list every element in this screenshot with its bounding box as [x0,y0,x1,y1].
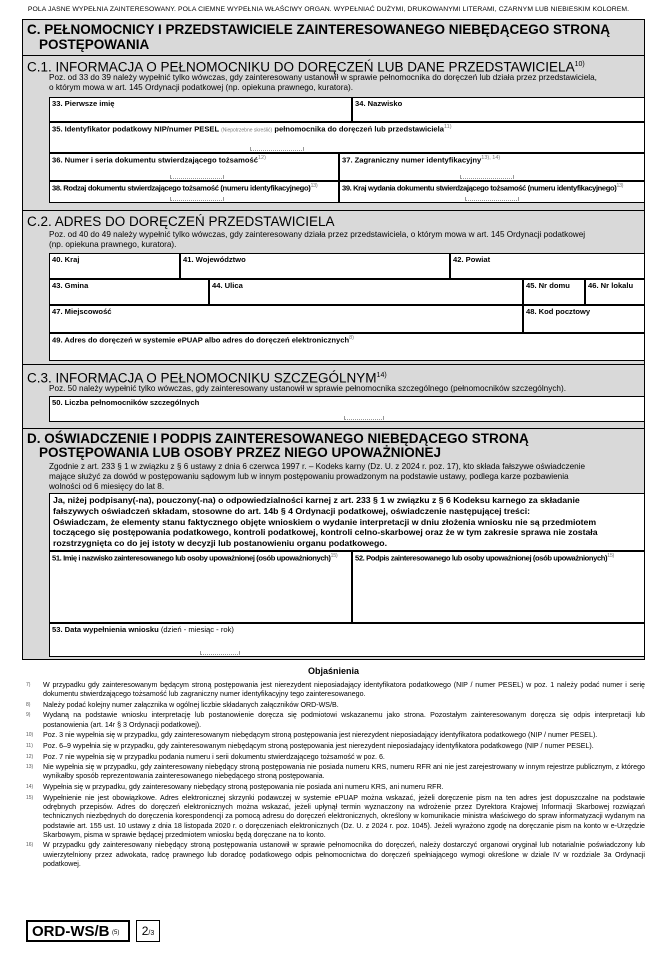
field-52-signature[interactable] [352,551,645,623]
field-48-postal-code[interactable] [523,305,645,333]
field-46-apartment-number[interactable] [585,279,645,305]
section-c2-note-line2: (np. opiekuna prawnego, kuratora). [49,240,177,249]
section-c-title-line1: C. PEŁNOMOCNICY I PRZEDSTAWICIELE ZAINTERESOWANEGO NIEBĘDĄCEGO STRONĄ [27,22,611,37]
section-d-title-line1: D. OŚWIADCZENIE I PODPIS ZAINTERESOWANEGO NIEBĘDĄCEGO STRONĄ [27,431,529,446]
explanation-item [22,753,645,762]
section-c2-title: C.2. ADRES DO DORĘCZEŃ PRZEDSTAWICIELA [27,214,335,229]
explanation-number: 15) [26,794,34,801]
field-47-city[interactable] [49,305,523,333]
field-46-label: 46. Nr lokalu [588,281,634,290]
field-35-tick [250,147,304,151]
explanation-item [22,841,645,869]
field-50-tick [344,416,384,420]
field-44-label: 44. Ulica [212,281,243,290]
explanation-item [22,731,645,740]
declaration-line: Oświadczam, że elementy stanu faktycznego objęte wnioskiem o wydanie interpretacji w dniu złożenia wniosku nie są przedmiotem [53,516,597,527]
explanation-text: W przypadku gdy zainteresowanym będącym stroną postępowania jest nierezydent nieposiadający identyfikatora podatkowego (NIP / numer PESEL) w poz. 1 należy podać numer i serię dokumentu stwierdzającego tożsamość lub zagraniczny numer identyfikacyjny tego zainteresowanego. [43,681,645,699]
form-code: ORD-WS/B [32,923,110,940]
section-d-note-line3: wolności od 6 miesięcy do lat 8. [49,482,165,491]
explanations [22,666,645,871]
section-c1-note-line1: Poz. od 33 do 39 należy wypełnić tylko wówczas, gdy zainteresowany ustanowił w sprawie pełnomocnika do doręczeń lub działa przez przedstawiciela, [49,73,597,82]
field-49-epuap-address[interactable] [49,333,645,361]
explanation-number: 16) [26,842,34,849]
explanation-number: 11) [26,742,33,749]
declaration-line: rozstrzygnięta co do jej istoty w decyzji lub postanowieniu organu podatkowego. [53,538,388,549]
field-49-label: 49. Adres do doręczeń w systemie ePUAP albo adres do doręczeń elektronicznych$^{8)}$ [52,335,354,345]
explanation-text: Należy podać kolejny numer załącznika w ogólnej liczbie składanych załączników ORD-WS/B. [43,700,339,709]
section-d-note-line1: Zgodnie z art. 233 § 1 w związku z § 6 ustawy z dnia 6 czerwca 1997 r. – Kodeks karny (Dz. U. z 2024 r. poz. 17), kto składa fałszywe oświadczenie [49,462,586,471]
explanation-number: 7) [26,682,31,688]
explanation-item [22,763,645,782]
field-38-tick [170,197,224,201]
field-50-special-attorneys-count[interactable] [49,396,645,422]
explanation-text: Wydaną na podstawie wniosku interpretację lub postanowienie doręcza się podmiotowi wskazanemu jako strona. Pozostałym zainteresowanym doręcza się odpis interpretacji lub postanowienia (art. 14r § 3 Ordynacji podatkowej). [43,711,645,729]
field-37-label: 37. Zagraniczny numer identyfikacyjny$^{13), 14)}$ [342,155,501,165]
explanation-text: W przypadku gdy zainteresowany niebędący stroną postępowania ustanowił w sprawie pełnomocnika do doręczeń, należy dostarczyć organowi oryginał lub notarialnie poświadczony lub uwierzytelniony przez adwokata, radcę prawnego lub doradcę podatkowego odpis pełnomocnictwa do doręczeń spełniającego wymogi określone w dziale IV w rozdziale 3a Ordynacji podatkowej. [43,841,645,869]
field-51-name[interactable] [49,551,352,623]
field-34-surname[interactable] [352,97,645,122]
explanation-item [22,783,645,792]
field-53-date[interactable] [49,623,645,657]
field-33-label: 33. Pierwsze imię [52,99,115,108]
field-48-label: 48. Kod pocztowy [526,307,591,316]
explanations-list [22,681,645,869]
divider [23,364,644,365]
page-num: 2 [141,924,149,938]
explanation-item [22,711,645,730]
field-36-document-number[interactable] [49,153,339,181]
field-38-label: 38. Rodzaj dokumentu stwierdzającego tożsamość (numeru identyfikacyjnego)$^{13)}$ [52,183,318,193]
divider [23,55,644,56]
page-number [136,920,160,942]
field-40-country[interactable] [49,253,180,279]
field-51-label: 51. Imię i nazwisko zainteresowanego lub osoby upoważnionej (osób upoważnionych)$^{15)}$ [52,553,338,563]
section-c3-note: Poz. 50 należy wypełnić tylko wówczas, gdy zainteresowany ustanowił w sprawie pełnomocnika szczególnego (pełnomocników szczególnych). [49,384,566,393]
field-44-street[interactable] [209,279,523,305]
field-36-label: 36. Numer i seria dokumentu stwierdzającego tożsamość$^{12)}$ [52,155,266,165]
divider [23,210,644,211]
declaration-line: fałszywych oświadczeń składam, stosowne do art. 14b § 4 Ordynacji podatkowej, oświadczenie następującej treści: [53,505,531,516]
section-c3-title: C.3. INFORMACJA O PEŁNOMOCNIKU SZCZEGÓLNYM$^{14)}$ [27,370,387,386]
field-53-tick [200,651,240,655]
form-code-box [26,920,130,942]
form-version: (5) [112,930,120,936]
section-c-title-line2: POSTĘPOWANIA [39,37,150,52]
declaration-text [49,493,645,551]
field-41-voivodeship[interactable] [180,253,450,279]
explanation-text: Poz. 7 nie wypełnia się w przypadku podania numeru i serii dokumentu stwierdzającego tożsamość w poz. 6. [43,752,385,761]
field-45-house-number[interactable] [523,279,585,305]
field-34-label: 34. Nazwisko [355,99,403,108]
declaration-line: Ja, niżej podpisany(-na), pouczony(-na) o odpowiedzialności karnej z art. 233 § 1 w związku z § 6 Kodeksu karnego za składanie [53,495,580,505]
field-39-label: 39. Kraj wydania dokumentu stwierdzającego tożsamość (numeru identyfikacyjnego)$^{13)}$ [342,183,624,193]
explanation-number: 10) [26,732,34,739]
explanation-text: Poz. 6–9 wypełnia się w przypadku, gdy zainteresowanym niebędącym stroną postępowania jest nierezydent nieposiadający identyfikatora podatkowego (NIP / numer PESEL). [43,741,594,750]
explanation-number: 9) [26,712,31,719]
explanation-number: 14) [26,784,34,791]
section-d-note-line2: mające służyć za dowód w postępowaniu sądowym lub w innym postępowaniu prowadzonym na podstawie ustawy, podlega karze pozbawienia [49,472,569,481]
field-39-tick [465,197,519,201]
field-52-label: 52. Podpis zainteresowanego lub osoby upoważnionej (osób upoważnionych)$^{15)}$ [355,553,614,563]
explanation-text: Poz. 3 nie wypełnia się w przypadku, gdy zainteresowanym niebędącym stroną postępowania jest nierezydent nieposiadający identyfikatora podatkowego (NIP / numer PESEL). [43,731,598,740]
field-35-tax-id[interactable] [49,122,645,153]
section-c1-title: C.1. INFORMACJA O PEŁNOMOCNIKU DO DORĘCZEŃ LUB DANE PRZEDSTAWICIELA$^{10)}$ [27,59,585,75]
explanation-item [22,742,645,751]
divider [23,428,644,429]
field-43-commune[interactable] [49,279,209,305]
section-c1-note-line2: o którym mowa w art. 145 Ordynacji podatkowej (np. opiekuna prawnego, kuratora). [49,83,353,92]
field-39-issuing-country[interactable] [339,181,645,203]
field-42-label: 42. Powiat [453,255,491,264]
explanation-text: Wypełnia się w przypadku, gdy zainteresowany niebędący stroną postępowania nie posiada ani numeru KRS, ani numeru RFR. [43,783,444,792]
section-d-title-line2: POSTĘPOWANIA LUB OSOBY PRZEZ NIEGO UPOWAŻNIONEJ [39,445,442,460]
section-c2-note-line1: Poz. od 40 do 49 należy wypełnić tylko wówczas, gdy zainteresowany działa przez przedstawiciela, o którym mowa w art. 145 Ordynacji podatkowej [49,230,586,239]
explanation-item [22,701,645,710]
section-c1-title-sup: 10) [574,61,585,68]
field-43-label: 43. Gmina [52,281,89,290]
field-37-tick [460,175,514,179]
field-41-label: 41. Województwo [183,255,246,264]
field-37-foreign-id[interactable] [339,153,645,181]
field-36-tick [170,175,224,179]
explanation-item [22,681,645,700]
explanation-number: 8) [26,701,31,708]
explanations-title: Objaśnienia [307,666,360,676]
field-38-document-type[interactable] [49,181,339,203]
declaration-line: toczącego się postępowania podatkowego, kontroli podatkowej, kontroli celno-skarbowej oraz że w tym zakresie sprawa nie została [53,527,598,538]
top-instruction: POLA JASNE WYPEŁNIA ZAINTERESOWANY. POLA CIEMNE WYPEŁNIA WŁAŚCIWY ORGAN. WYPEŁNIAĆ DUŻYMI, DRUKOWANYMI LITERAMI, CZARNYM LUB NIEBIESKIM KOLOREM. [27,6,630,13]
form-page [22,19,645,660]
explanation-text: Nie wypełnia się w przypadku, gdy zainteresowany niebędący stroną postępowania nie posiada numeru KRS, numeru RFR ani nie jest zarejestrowany w innym rejestrze publicznym, z którego wynikałby sposób reprezentowania zainteresowanego niebędącego stroną postępowania. [43,763,645,781]
explanation-item [22,794,645,840]
field-33-first-name[interactable] [49,97,352,122]
field-53-label: 53. Data wypełnienia wniosku (dzień - miesiąc - rok) [52,625,234,634]
section-c3-title-sup: 14) [376,372,387,379]
field-35-label: 35. Identyfikator podatkowy NIP/numer PESEL (Niepotrzebne skreślić) pełnomocnika do doręczeń lub przedstawiciela$^{11)}$ [52,124,452,134]
explanation-text: Wypełnienie nie jest obowiązkowe. Adres elektronicznej skrzynki podawczej w systemie ePUAP można wskazać, jeżeli doręczenie pism na ten adres jest dopuszczalne na podstawie odrębnych przepisów. Adres do doręczeń elektronicznych można wskazać, jeżeli upłynął termin wyznaczony na wdrożenie przez Dyrektora Krajowej Informacji Skarbowej rozwiązań technicznych niezbędnych do doręczenia korespondencji za pomocą adresu do doręczeń elektronicznych, określony w komunikacie ministra właściwego do spraw informatyzacji wydanym na podstawie art. 155 ust. 10 ustawy z dnia 18 listopada 2020 r. o doręczeniach elektronicznych (Dz. U. z 2024 r. poz. 1045). Jeżeli wyrażono zgodę na doręczanie pism na konto w e-Urzędzie Skarbowym, pisma w sprawie będącej przedmiotem wniosku będą doręczane na to konto. [43,793,645,839]
field-42-district[interactable] [450,253,645,279]
field-45-label: 45. Nr domu [526,281,570,290]
explanation-number: 12) [26,753,34,760]
explanation-number: 13) [26,764,34,771]
field-50-label: 50. Liczba pełnomocników szczególnych [52,398,200,407]
field-47-label: 47. Miejscowość [52,307,112,316]
field-40-label: 40. Kraj [52,255,80,264]
page-total: /3 [148,930,155,937]
